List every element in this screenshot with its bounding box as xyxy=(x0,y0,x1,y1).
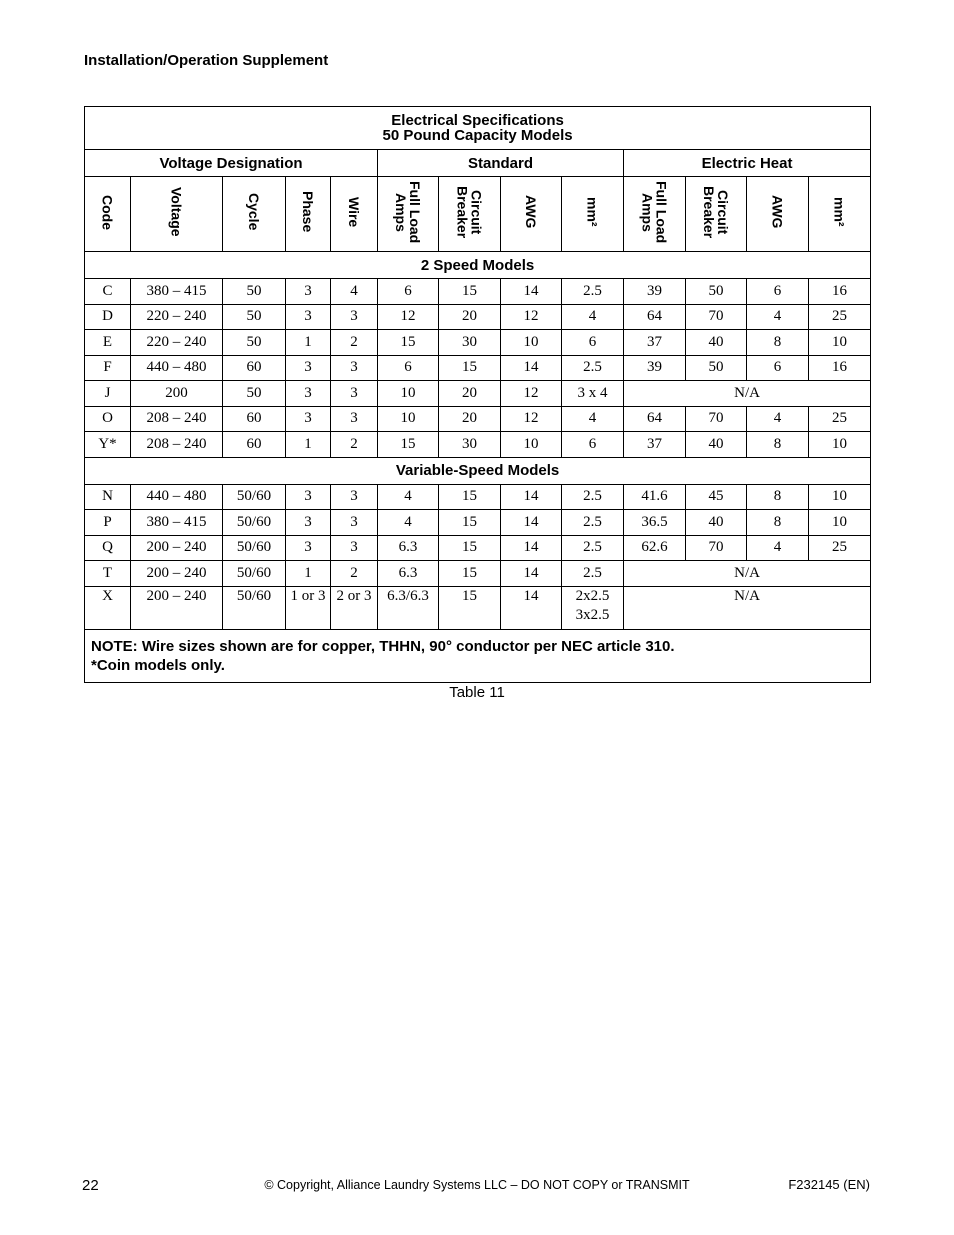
table-cell: 1 or 3 xyxy=(286,586,331,629)
table-cell: 6 xyxy=(378,355,439,381)
table-cell: 25 xyxy=(809,406,871,432)
table-cell: 3 xyxy=(286,406,331,432)
table-cell: 3 xyxy=(286,304,331,330)
column-header xyxy=(686,177,747,252)
table-title-line-1: Electrical Specifications xyxy=(391,112,564,129)
table-cell: 25 xyxy=(809,535,871,561)
table-cell: 39 xyxy=(624,355,686,381)
table-cell: 50/60 xyxy=(223,561,286,587)
column-header-label: Phase xyxy=(300,191,316,233)
table-cell: 3 xyxy=(331,510,378,536)
copyright-notice: © Copyright, Alliance Laundry Systems LLC – DO NOT COPY or TRANSMIT xyxy=(264,1178,690,1192)
table-cell: 12 xyxy=(378,304,439,330)
table-cell: 3 xyxy=(331,355,378,381)
table-cell: 50 xyxy=(223,381,286,407)
document-header: Installation/Operation Supplement xyxy=(84,52,329,69)
table-row xyxy=(85,561,871,587)
table-cell: 50 xyxy=(223,279,286,305)
table-title xyxy=(85,107,871,150)
table-cell: 220 – 240 xyxy=(131,330,223,356)
table-cell: 20 xyxy=(439,406,501,432)
table-title-line-2: 50 Pound Capacity Models xyxy=(382,127,573,144)
table-cell: 200 – 240 xyxy=(131,586,223,629)
column-header-label: Code xyxy=(99,194,116,230)
table-cell: 380 – 415 xyxy=(131,279,223,305)
table-cell: 8 xyxy=(747,330,809,356)
table-cell: 60 xyxy=(223,355,286,381)
table-cell: 64 xyxy=(624,304,686,330)
column-header-label: Circuit Breaker xyxy=(454,185,485,239)
table-row xyxy=(85,432,871,458)
table-cell: 3 xyxy=(331,484,378,510)
table-cell: 10 xyxy=(809,510,871,536)
table-cell: 20 xyxy=(439,304,501,330)
table-cell: 39 xyxy=(624,279,686,305)
table-cell: 45 xyxy=(686,484,747,510)
table-cell: Q xyxy=(85,535,131,561)
table-cell: P xyxy=(85,510,131,536)
table-cell: 20 xyxy=(439,381,501,407)
column-header-label: Cycle xyxy=(246,193,262,231)
column-header-label: Full Load Amps xyxy=(393,180,423,244)
table-note-line-2: *Coin models only. xyxy=(91,656,225,674)
table-cell: 16 xyxy=(809,355,871,381)
table-cell: 60 xyxy=(223,406,286,432)
table-cell: 4 xyxy=(378,510,439,536)
column-header xyxy=(747,177,809,252)
table-cell: D xyxy=(85,304,131,330)
table-cell: 16 xyxy=(809,279,871,305)
table-cell: 1 xyxy=(286,432,331,458)
table-cell: 50 xyxy=(686,355,747,381)
section-header-variable-speed: Variable-Speed Models xyxy=(85,457,871,484)
table-cell: 4 xyxy=(562,304,624,330)
table-cell: 3 xyxy=(331,535,378,561)
column-header-label: Voltage xyxy=(168,187,185,237)
table-cell: 8 xyxy=(747,510,809,536)
table-cell: 2 xyxy=(331,561,378,587)
table-cell: 37 xyxy=(624,330,686,356)
table-cell: 3 xyxy=(286,484,331,510)
table-cell: 220 – 240 xyxy=(131,304,223,330)
column-header-label: Full Load Amps xyxy=(639,180,670,244)
table-cell: 2.5 xyxy=(562,279,624,305)
table-cell: 14 xyxy=(501,535,562,561)
table-cell: 440 – 480 xyxy=(131,355,223,381)
table-cell: 2.5 xyxy=(562,561,624,587)
table-cell: N xyxy=(85,484,131,510)
table-cell: 6 xyxy=(747,355,809,381)
table-cell: 10 xyxy=(809,432,871,458)
table-cell: 15 xyxy=(439,535,501,561)
column-header-label: AWG xyxy=(523,195,539,229)
table-cell: 70 xyxy=(686,535,747,561)
table-caption: Table 11 xyxy=(449,684,505,701)
table-row xyxy=(85,406,871,432)
table-cell: 41.6 xyxy=(624,484,686,510)
table-cell: 40 xyxy=(686,510,747,536)
table-cell: 30 xyxy=(439,432,501,458)
table-cell: 50/60 xyxy=(223,510,286,536)
table-cell: 37 xyxy=(624,432,686,458)
table-cell: 3 xyxy=(331,406,378,432)
table-cell: 4 xyxy=(331,279,378,305)
table-cell: 200 xyxy=(131,381,223,407)
table-cell: 3 xyxy=(331,381,378,407)
table-row xyxy=(85,381,871,407)
table-cell: 6 xyxy=(562,432,624,458)
table-cell: N/A xyxy=(624,561,871,587)
table-cell: 60 xyxy=(223,432,286,458)
table-row xyxy=(85,279,871,305)
table-cell: N/A xyxy=(624,586,871,629)
table-cell: 15 xyxy=(378,330,439,356)
table-cell: 10 xyxy=(378,381,439,407)
column-header xyxy=(286,177,331,252)
table-cell: 3 xyxy=(286,381,331,407)
table-row xyxy=(85,535,871,561)
table-cell: 14 xyxy=(501,279,562,305)
group-header-standard: Standard xyxy=(378,150,624,177)
table-cell: 3 xyxy=(286,535,331,561)
table-row xyxy=(85,586,871,629)
column-header-label: mm² xyxy=(831,197,848,227)
column-header-label: Circuit Breaker xyxy=(701,185,731,239)
section-header-2-speed: 2 Speed Models xyxy=(85,252,871,279)
table-cell: 15 xyxy=(439,510,501,536)
table-cell: J xyxy=(85,381,131,407)
table-cell: 6.3/6.3 xyxy=(378,586,439,629)
table-cell: 15 xyxy=(439,561,501,587)
table-cell: 12 xyxy=(501,381,562,407)
table-cell: 14 xyxy=(501,586,562,629)
table-cell: 4 xyxy=(562,406,624,432)
table-cell: C xyxy=(85,279,131,305)
column-header-label: Wire xyxy=(346,196,362,228)
column-header-label: AWG xyxy=(769,195,786,229)
table-cell: 36.5 xyxy=(624,510,686,536)
table-cell: 64 xyxy=(624,406,686,432)
table-cell: 10 xyxy=(809,330,871,356)
table-cell: 14 xyxy=(501,561,562,587)
table-cell: 25 xyxy=(809,304,871,330)
table-cell: 2x2.5 3x2.5 xyxy=(562,586,624,629)
table-cell: 2.5 xyxy=(562,355,624,381)
table-cell: 3 xyxy=(286,510,331,536)
table-row xyxy=(85,510,871,536)
table-cell: 50/60 xyxy=(223,586,286,629)
table-cell: 3 xyxy=(286,355,331,381)
column-header xyxy=(809,177,871,252)
table-cell: 2.5 xyxy=(562,535,624,561)
table-cell: 50 xyxy=(686,279,747,305)
table-cell: 2 xyxy=(331,330,378,356)
table-cell: 12 xyxy=(501,406,562,432)
column-header xyxy=(331,177,378,252)
table-note-line-1: NOTE: Wire sizes shown are for copper, THHN, 90° conductor per NEC article 310. xyxy=(91,637,675,655)
page-number: 22 xyxy=(82,1177,99,1194)
group-header-electric-heat: Electric Heat xyxy=(624,150,871,177)
table-cell: 4 xyxy=(378,484,439,510)
table-cell: 15 xyxy=(439,279,501,305)
table-cell: 4 xyxy=(747,406,809,432)
column-header xyxy=(562,177,624,252)
table-cell: 2 or 3 xyxy=(331,586,378,629)
table-cell: 380 – 415 xyxy=(131,510,223,536)
column-header xyxy=(624,177,686,252)
table-row xyxy=(85,484,871,510)
table-cell: 200 – 240 xyxy=(131,535,223,561)
column-header xyxy=(223,177,286,252)
table-cell: 14 xyxy=(501,355,562,381)
table-cell: 4 xyxy=(747,304,809,330)
column-header xyxy=(439,177,501,252)
table-cell: 14 xyxy=(501,484,562,510)
table-cell: 70 xyxy=(686,406,747,432)
table-cell: 10 xyxy=(378,406,439,432)
table-cell: 6 xyxy=(747,279,809,305)
table-cell: 2.5 xyxy=(562,510,624,536)
table-cell: 3 x 4 xyxy=(562,381,624,407)
table-cell: X xyxy=(85,586,131,629)
table-cell: 10 xyxy=(501,432,562,458)
table-cell: 440 – 480 xyxy=(131,484,223,510)
table-cell: 208 – 240 xyxy=(131,406,223,432)
table-note xyxy=(85,629,871,682)
table-cell: 1 xyxy=(286,330,331,356)
table-cell: 6 xyxy=(378,279,439,305)
table-cell: 50 xyxy=(223,330,286,356)
table-cell: T xyxy=(85,561,131,587)
table-cell: 40 xyxy=(686,330,747,356)
table-cell: 10 xyxy=(809,484,871,510)
table-cell: 50/60 xyxy=(223,484,286,510)
table-cell: 62.6 xyxy=(624,535,686,561)
table-cell: 3 xyxy=(286,279,331,305)
table-cell: 3 xyxy=(331,304,378,330)
table-cell: O xyxy=(85,406,131,432)
column-header-label: mm² xyxy=(584,197,601,227)
table-cell: 70 xyxy=(686,304,747,330)
table-cell: 15 xyxy=(439,484,501,510)
table-cell: 2 xyxy=(331,432,378,458)
group-header-voltage-designation: Voltage Designation xyxy=(85,150,378,177)
table-cell: 200 – 240 xyxy=(131,561,223,587)
column-header xyxy=(501,177,562,252)
table-cell: 10 xyxy=(501,330,562,356)
table-cell: 1 xyxy=(286,561,331,587)
table-cell: N/A xyxy=(624,381,871,407)
table-cell: E xyxy=(85,330,131,356)
electrical-specifications-table xyxy=(84,106,871,683)
column-header xyxy=(378,177,439,252)
table-cell: 50/60 xyxy=(223,535,286,561)
table-cell: 6 xyxy=(562,330,624,356)
table-cell: 8 xyxy=(747,484,809,510)
table-cell: 15 xyxy=(378,432,439,458)
table-row xyxy=(85,304,871,330)
table-cell: 6.3 xyxy=(378,535,439,561)
table-cell: 4 xyxy=(747,535,809,561)
table-cell: 8 xyxy=(747,432,809,458)
table-cell: 15 xyxy=(439,355,501,381)
table-row xyxy=(85,355,871,381)
document-code: F232145 (EN) xyxy=(788,1177,870,1192)
table-cell: Y* xyxy=(85,432,131,458)
table-cell: 12 xyxy=(501,304,562,330)
table-cell: 50 xyxy=(223,304,286,330)
table-cell: 6.3 xyxy=(378,561,439,587)
table-cell: 2.5 xyxy=(562,484,624,510)
table-cell: 30 xyxy=(439,330,501,356)
table-cell: 208 – 240 xyxy=(131,432,223,458)
table-row xyxy=(85,330,871,356)
table-cell: F xyxy=(85,355,131,381)
table-cell: 14 xyxy=(501,510,562,536)
table-cell: 40 xyxy=(686,432,747,458)
column-header xyxy=(85,177,131,252)
table-cell: 15 xyxy=(439,586,501,629)
column-header xyxy=(131,177,223,252)
